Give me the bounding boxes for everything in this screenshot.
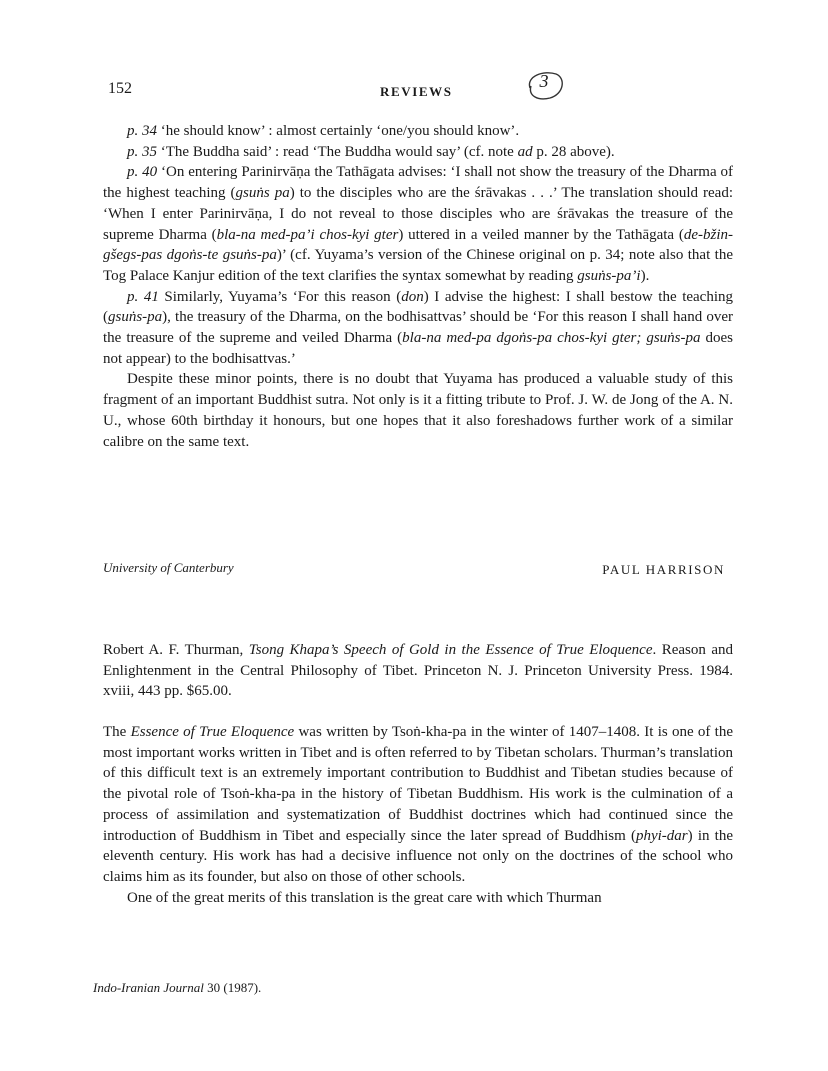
note-text: ) uttered in a veiled manner by the Tathāgata ( xyxy=(398,226,684,243)
note-ref: p. 41 xyxy=(127,288,159,305)
journal-volume: 30 (1987). xyxy=(203,980,262,995)
citation-details: . Reason and Enlightenment in the Central Philosophy of Tibet. Princeton N. J. Princeton University Press. 1984. xviii, 443 pp. $65.00. xyxy=(103,642,733,700)
body-text: was written by Tsoṅ-kha-pa in the winter of 1407–1408. It is one of the most important works written in Tibet and is often referred to by Tibetan scholars. Thurman’s translation of this difficult text is an extremely important contribution to Buddhist and Tibetan studies because of the pivotal role of Tsoṅ-kha-pa in the history of Tibetan Buddhism. His work is the culmination of a process of assimilation and systematization of Buddhist doctrines which had continued since the introduction of Buddhism in Tibet and especially since the later spread of Buddhism ( xyxy=(103,724,733,844)
note-p40 xyxy=(103,162,733,286)
journal-name: Indo-Iranian Journal xyxy=(93,980,204,995)
tibetan-term: gsuṅs-pa’i xyxy=(577,267,641,284)
note-text: )’ (cf. Yuyama’s version of the Chinese original on p. 34; note also that the Tog Palace Kanjur edition of the text clarifies the syntax somewhat by reading xyxy=(103,247,734,284)
tibetan-term: phyi-dar xyxy=(635,827,688,844)
body-text: ) in the eleventh century. His work has had a decisive influence not only on the doctrines of the school who claims him as its founder, but also on those of other schools. xyxy=(103,827,733,885)
tibetan-term: gsuṅs pa xyxy=(235,185,290,202)
review-conclusion: Despite these minor points, there is no doubt that Yuyama has produced a valuable study of this fragment of an important Buddhist sutra. Not only is it a fitting tribute to Prof. J. W. de Jong of the A. N. U., whose 60th birthday it honours, but one hopes that it also foreshadows further work of a similar calibre on the same text. xyxy=(103,371,733,450)
page-number: 152 xyxy=(108,80,132,97)
book-citation xyxy=(103,640,733,702)
note-p41 xyxy=(103,287,733,370)
note-text: ‘he should know’ : almost certainly ‘one/you should know’. xyxy=(157,123,520,139)
body-paragraph: One of the great merits of this translation is the great care with which Thurman xyxy=(127,889,602,906)
note-text: ) to the disciples who are the śrāvakas . . .’ The translation should read: ‘When I enter Parinirvāṇa, I do not reveal to those disciples who are śrāvakas the treasure of the supreme Dharma ( xyxy=(103,185,733,243)
tibetan-term: bla-na med-pa’i chos-kyi gter xyxy=(216,226,399,243)
running-head: REVIEWS xyxy=(380,84,453,99)
tibetan-term: don xyxy=(401,288,424,305)
page-footer xyxy=(93,980,261,996)
note-p35 xyxy=(103,142,733,163)
note-italic: ad xyxy=(517,143,533,160)
review-signature xyxy=(103,558,725,580)
page-header xyxy=(108,71,728,108)
note-text: p. 28 above). xyxy=(532,143,615,160)
note-text: ‘The Buddha said’ : read ‘The Buddha would say’ (cf. note xyxy=(157,143,518,160)
review-one-notes xyxy=(103,121,733,452)
circled-page-mark xyxy=(522,68,566,102)
note-ref: p. 40 xyxy=(127,164,158,181)
book-title: Essence of True Eloquence xyxy=(130,724,295,740)
citation-author: Robert A. F. Thurman, xyxy=(103,642,249,658)
tibetan-term: de-bžin-gšegs-pas dgoṅs-te gsuṅs-pa xyxy=(103,226,733,264)
note-text: does not appear) to the bodhisattvas.’ xyxy=(103,330,734,367)
note-ref: p. 35 xyxy=(127,143,157,160)
citation-paragraph xyxy=(103,640,733,702)
note-text: ) I advise the highest: I shall bestow the teaching ( xyxy=(103,288,734,326)
reviewer-name: PAUL HARRISON xyxy=(602,562,725,577)
body-paragraph xyxy=(103,722,733,888)
review-two-body xyxy=(103,722,733,908)
tibetan-term: bla-na med-pa dgoṅs-pa chos-kyi gter; gsuṅs-pa xyxy=(402,330,701,347)
note-p34 xyxy=(103,121,733,142)
note-text: ‘On entering Parinirvāṇa the Tathāgata advises: ‘I shall not show the treasury of the Dharma of the highest teaching ( xyxy=(103,164,734,202)
note-text: ). xyxy=(640,267,650,284)
body-text: The xyxy=(103,724,131,740)
tibetan-term: gsuṅs-pa xyxy=(108,309,163,326)
reviewer-affiliation: University of Canterbury xyxy=(103,560,234,575)
note-ref: p. 34 xyxy=(127,123,157,139)
page-mark-number: 3 xyxy=(539,71,549,91)
citation-title: Tsong Khapa’s Speech of Gold in the Essence of True Eloquence xyxy=(248,642,653,658)
note-text: ), the treasury of the Dharma, on the bodhisattvas’ should be ‘For this reason I shall hand over the treasure of the supreme and veiled Dharma ( xyxy=(103,309,733,347)
note-text: Similarly, Yuyama’s ‘For this reason ( xyxy=(158,288,402,305)
